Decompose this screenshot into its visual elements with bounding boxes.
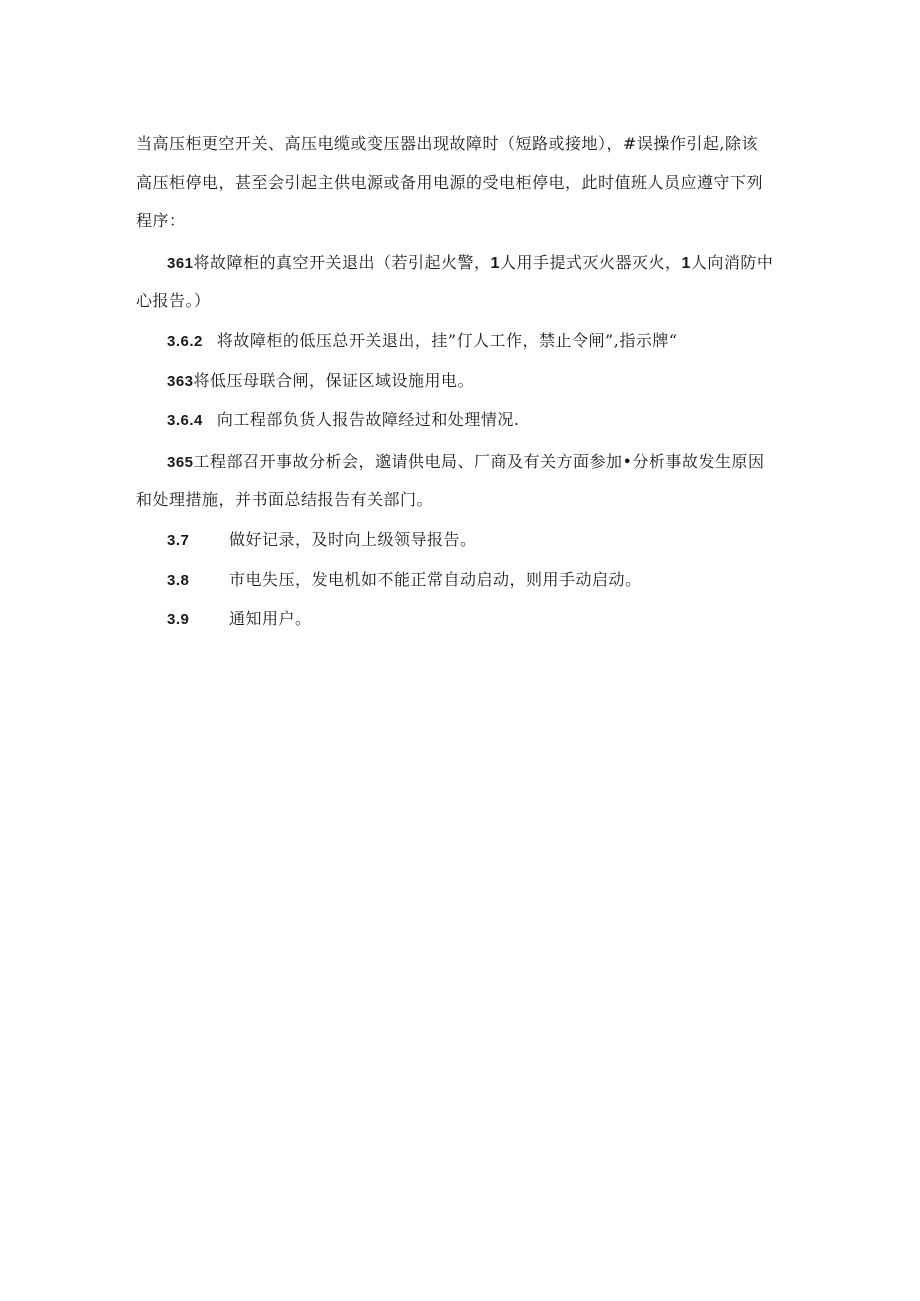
item-361	[167, 252, 773, 275]
item-text: 将故障柜的低压总开关退出，挂”仃人工作，禁止令闸”,指示牌“	[216, 331, 678, 350]
item-text: 做好记录，及时向上级领导报告。	[229, 530, 477, 549]
item-39	[167, 608, 312, 631]
intro-line-2: 高压柜停电，甚至会引起主供电源或备用电源的受电柜停电，此时值班人员应遵守下列	[136, 173, 764, 192]
item-365	[167, 451, 764, 474]
item-361-continuation: 心报告。）	[136, 291, 211, 310]
item-text: 通知用户。	[229, 609, 312, 628]
item-363	[167, 370, 474, 393]
item-text: 人向消防中	[690, 253, 774, 272]
item-bold-number: 1	[681, 255, 691, 272]
item-bold-number: 1	[490, 255, 500, 272]
intro-line-3: 程序：	[136, 211, 186, 230]
item-362	[167, 330, 678, 353]
item-364	[167, 409, 519, 432]
item-37	[167, 529, 477, 552]
item-text: 将故障柜的真空开关退出（若引起火警，	[193, 253, 491, 272]
item-365-continuation: 和处理措施，并书面总结报告有关部门。	[136, 490, 434, 509]
item-text: 向工程部负货人报告故障经过和处理情况.	[216, 410, 520, 429]
item-text: 将低压母联合闸，保证区域设施用电。	[193, 371, 475, 390]
item-number: 361	[167, 255, 194, 272]
item-number: 365	[167, 454, 194, 471]
item-text: 人用手提式灭火器灭火，	[499, 253, 682, 272]
item-38	[167, 569, 642, 592]
item-number: 3.9	[167, 611, 190, 628]
item-number: 3.6.4	[167, 412, 203, 429]
item-number: 3.8	[167, 572, 190, 589]
intro-line-1: 当高压柜更空开关、高压电缆或变压器出现故障时（短路或接地），#误操作引起,除该	[136, 134, 758, 153]
item-number: 3.6.2	[167, 333, 203, 350]
item-number: 3.7	[167, 532, 190, 549]
item-number: 363	[167, 373, 194, 390]
item-text: 工程部召开事故分析会，邈请供电局、厂商及有关方面参加•分析事故发生原因	[193, 452, 765, 471]
item-text: 市电失压，发电机如不能正常自动启动，则用手动启动。	[229, 570, 642, 589]
